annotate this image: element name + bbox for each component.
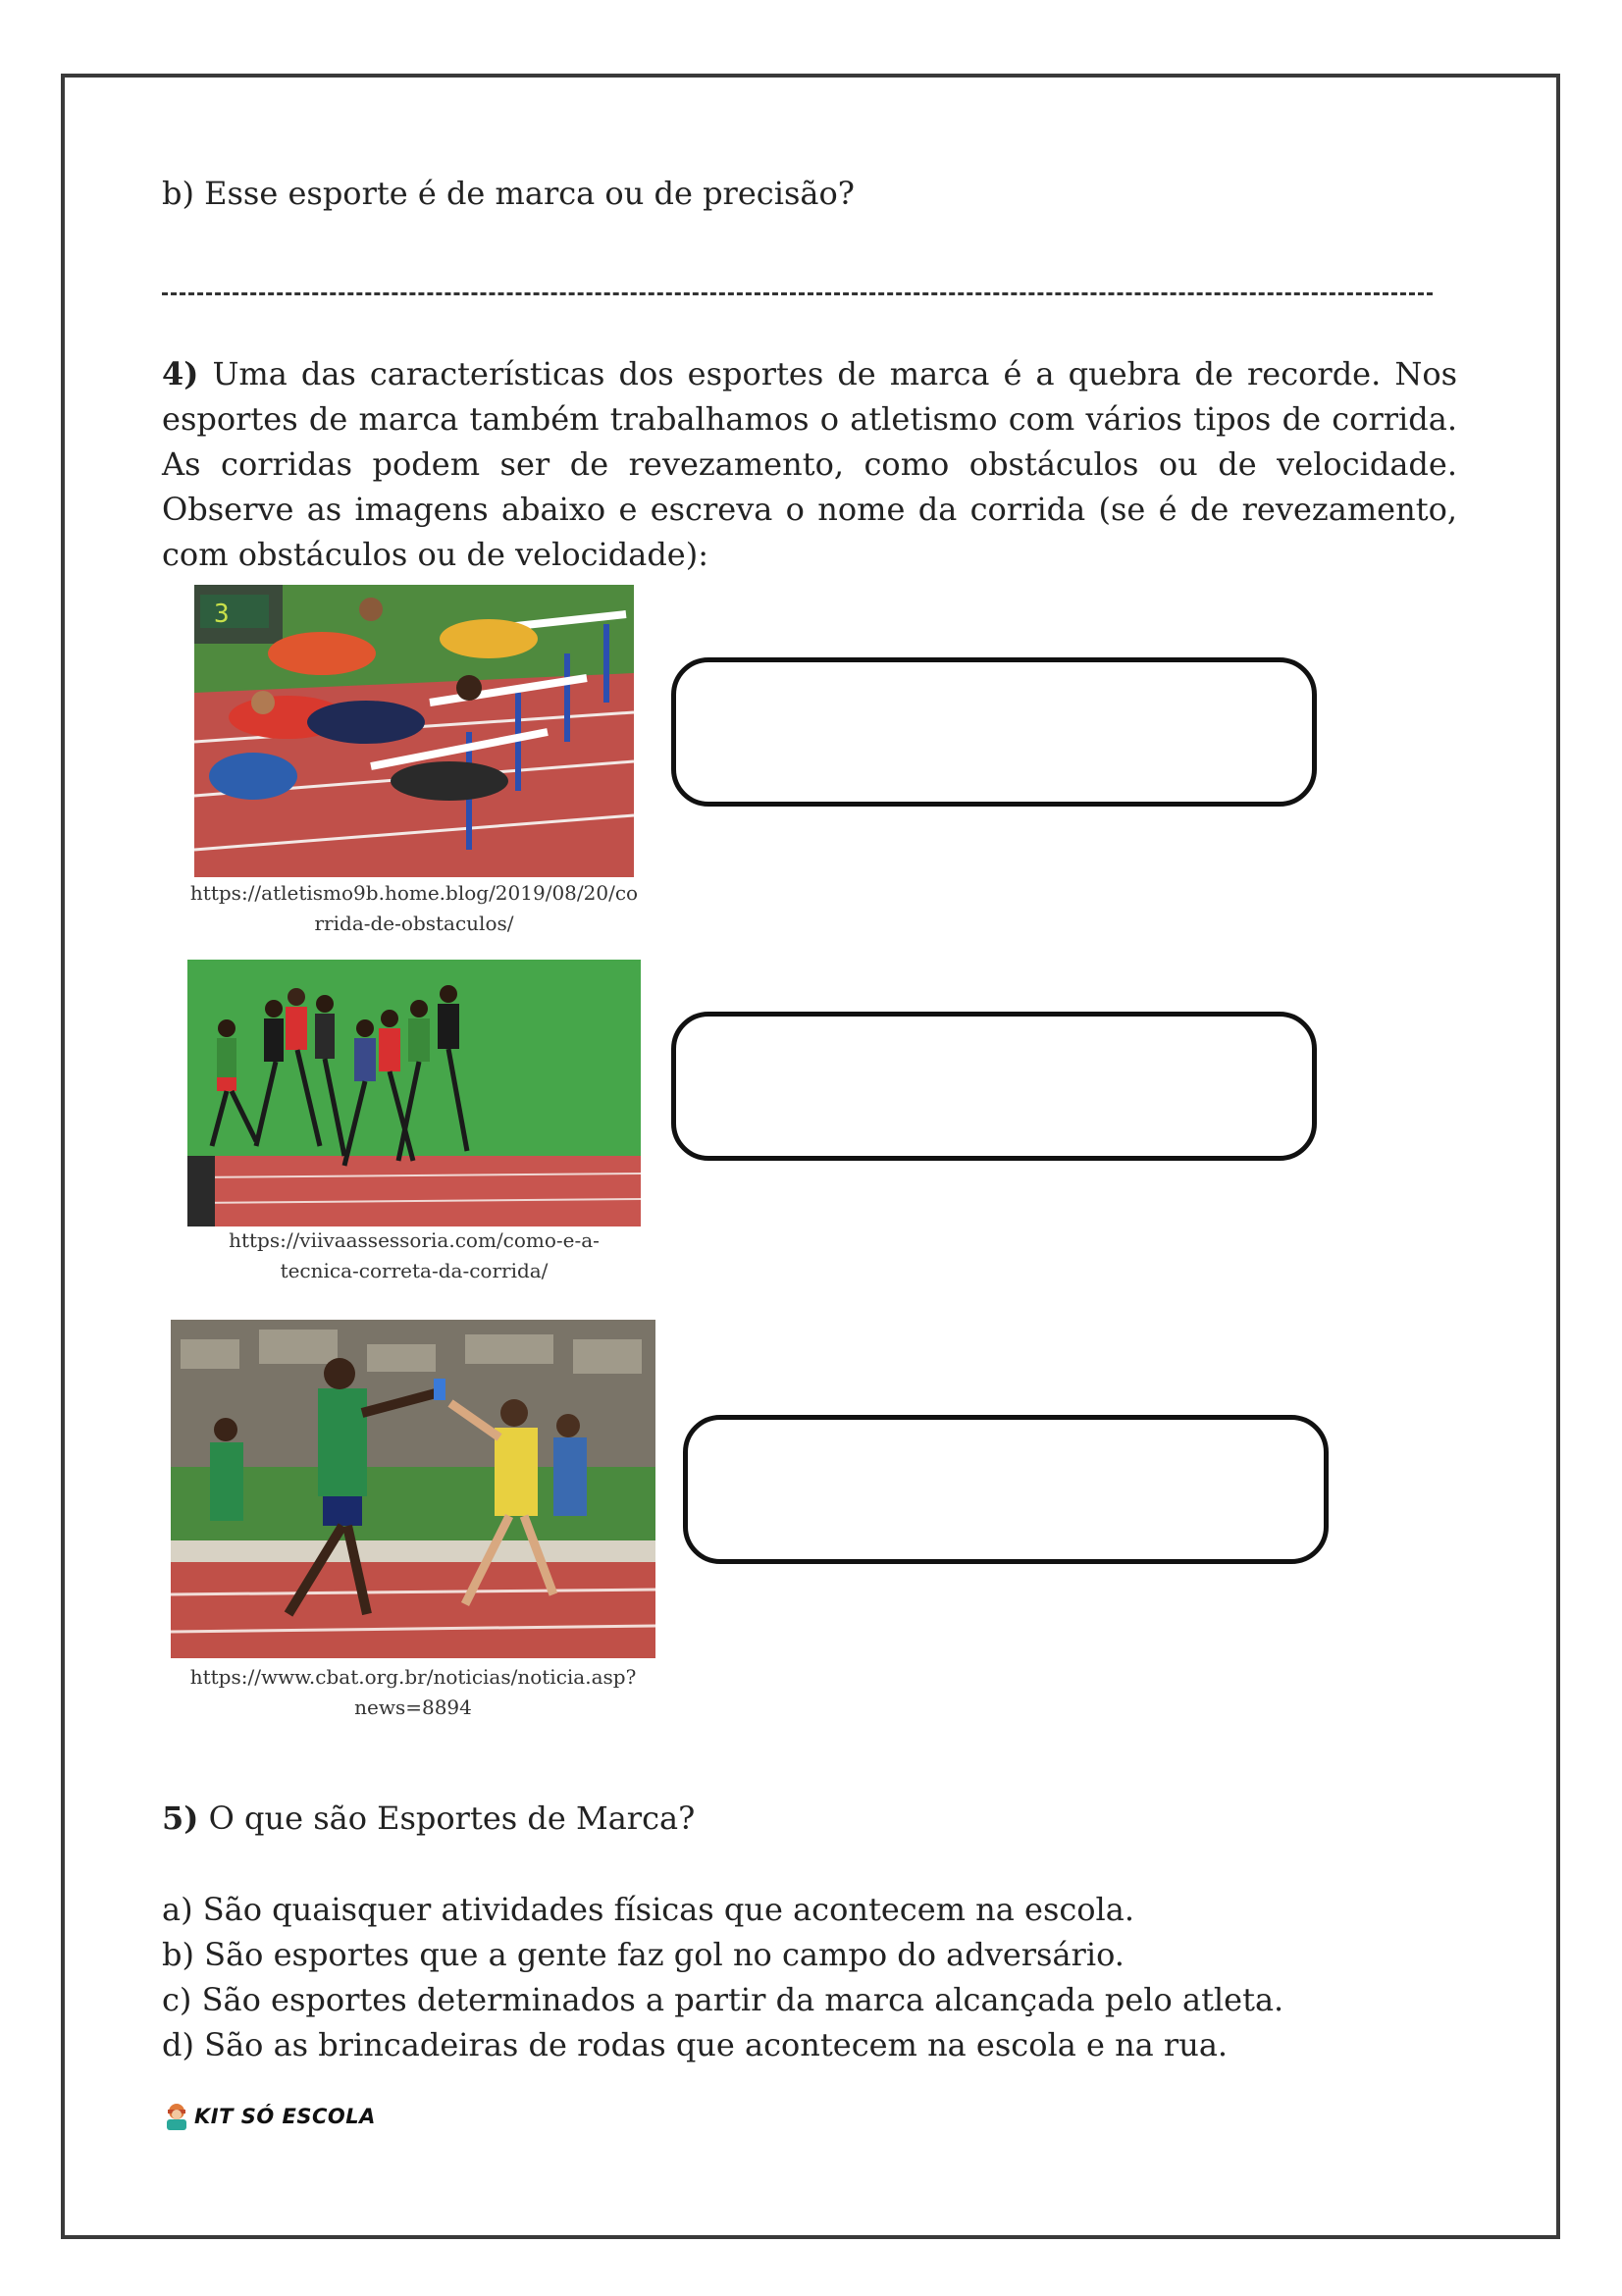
brand-name: KIT SÓ ESCOLA <box>194 2105 376 2128</box>
answer-box-2[interactable] <box>671 1012 1317 1161</box>
caption-line: tecnica-correta-da-corrida/ <box>280 1259 549 1282</box>
relay-race-photo <box>171 1320 655 1658</box>
option-b[interactable]: b) São esportes que a gente faz gol no campo do adversário. <box>162 1936 1125 1973</box>
question-5-number: 5) <box>162 1800 199 1837</box>
caption-line: news=8894 <box>354 1696 472 1719</box>
hurdles-race-photo <box>194 585 634 877</box>
answer-box-1[interactable] <box>671 657 1317 807</box>
running-race-photo <box>187 960 641 1226</box>
image-caption-3 <box>169 1662 657 1723</box>
option-c[interactable]: c) São esportes determinados a partir da marca alcançada pelo atleta. <box>162 1981 1284 2018</box>
image-caption-1 <box>177 878 652 939</box>
brand-logo <box>163 2100 376 2133</box>
caption-line: https://atletismo9b.home.blog/2019/08/20/co <box>189 881 639 905</box>
question-5-text: O que são Esportes de Marca? <box>208 1800 696 1837</box>
question-4-number: 4) <box>162 355 199 392</box>
option-d[interactable]: d) São as brincadeiras de rodas que acontecem na escola e na rua. <box>162 2026 1229 2063</box>
svg-text:3: 3 <box>214 600 230 629</box>
answer-line[interactable] <box>162 292 1433 295</box>
student-mascot-icon <box>163 2102 190 2131</box>
image-caption-2 <box>177 1226 652 1286</box>
caption-line: https://viivaassessoria.com/como-e-a- <box>229 1228 600 1252</box>
question-3b: b) Esse esporte é de marca ou de precisão? <box>162 175 855 212</box>
question-5 <box>162 1796 695 1841</box>
caption-line: https://www.cbat.org.br/noticias/noticia.asp? <box>189 1665 637 1689</box>
question-4-text: Uma das características dos esportes de marca é a quebra de recorde. Nos esportes de marca também trabalhamos o atletismo com vários tipos de corrida. As corridas podem ser de revezamento, como obstáculos ou de velocidade. Observe as imagens abaixo e escreva o nome da corrida (se é de revezamento, com obstáculos ou de velocidade): <box>162 355 1458 573</box>
question-4 <box>162 351 1457 577</box>
caption-line: rrida-de-obstaculos/ <box>314 912 514 935</box>
answer-box-3[interactable] <box>683 1415 1329 1564</box>
option-a[interactable]: a) São quaisquer atividades físicas que acontecem na escola. <box>162 1891 1135 1928</box>
